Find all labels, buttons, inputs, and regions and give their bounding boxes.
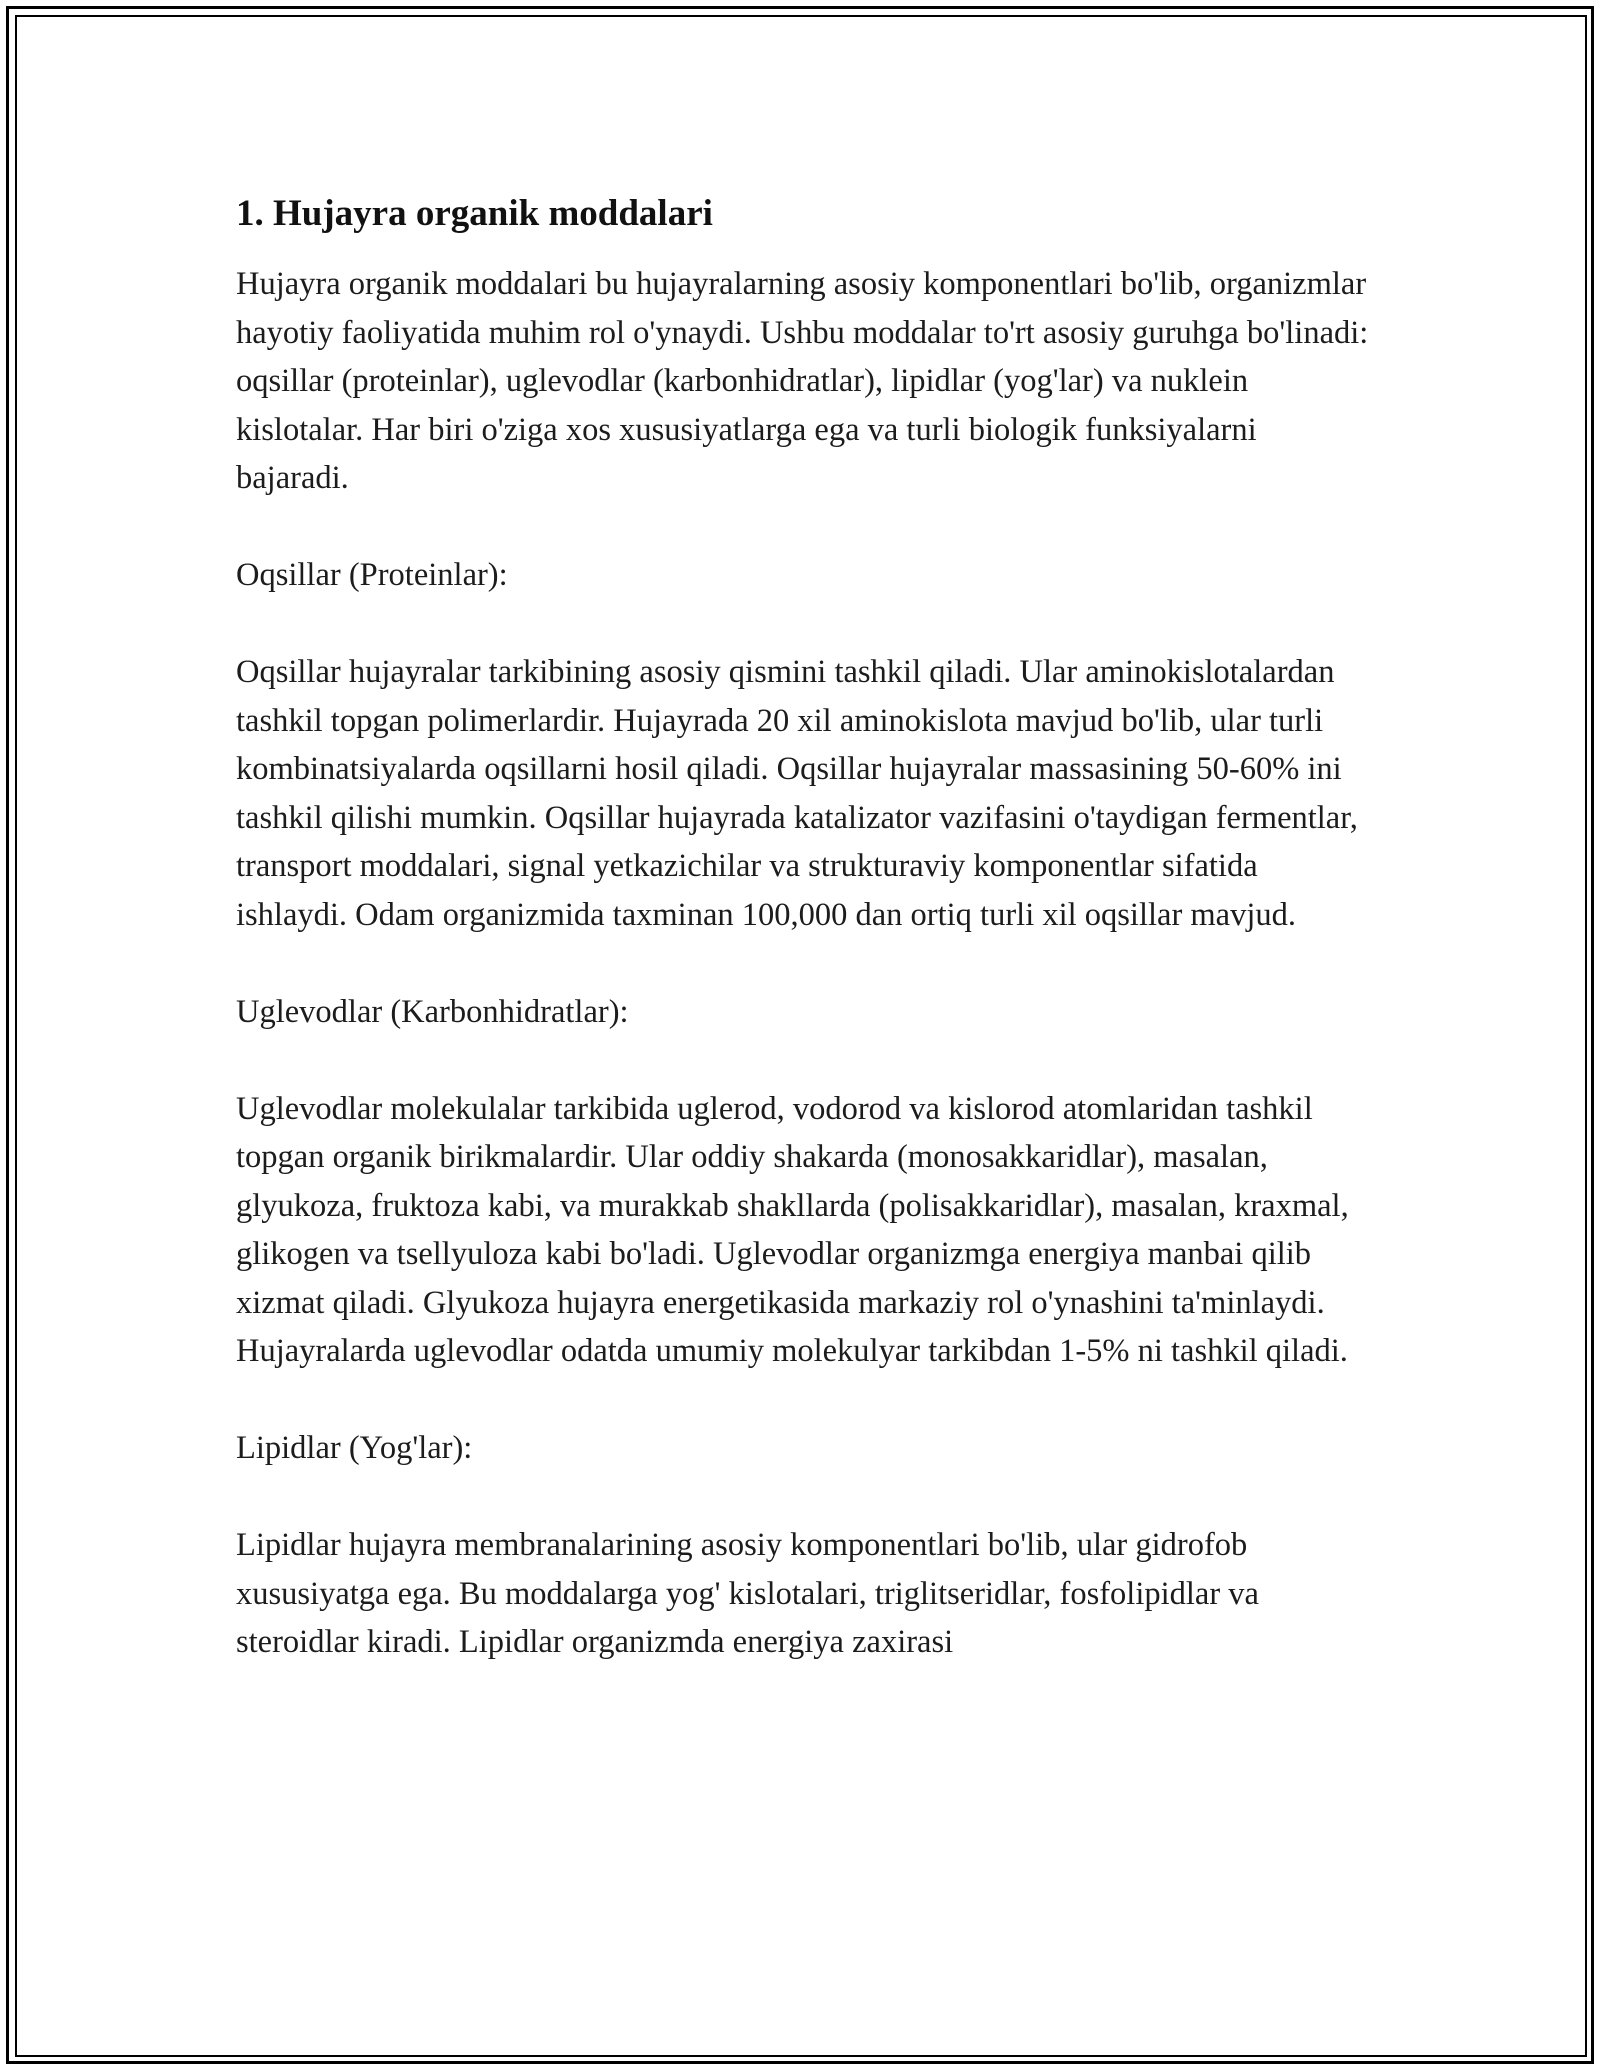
subheading-proteins: Oqsillar (Proteinlar): xyxy=(236,557,508,593)
document-body xyxy=(236,190,1376,1715)
subheading-carbohydrates: Uglevodlar (Karbonhidratlar): xyxy=(236,993,629,1030)
subheading-lipids: Lipidlar (Yog'lar): xyxy=(236,1430,473,1466)
carbohydrates-paragraph: Uglevodlar molekulalar tarkibida uglerod, vodorod va kislorod atomlaridan tashkil topgan organik birikmalardir. Ular oddiy shakarda (monosakkaridlar), masalan, glyukoza, fruktoza kabi, va murakkab shakllarda (polisakkaridlar), masalan, kraxmal, glikogen va tsellyuloza kabi bo'ladi. Uglevodlar organizmga energiya manbai qilib xizmat qiladi. Glyukoza hujayra energetikasida markaziy rol o'ynashini ta'minlaydi. Hujayralarda uglevodlar odatda umumiy molekulyar tarkibdan 1-5% ni tashkil qiladi. xyxy=(236,1090,1349,1369)
proteins-paragraph: Oqsillar hujayralar tarkibining asosiy qismini tashkil qiladi. Ular aminokislotalardan tashkil topgan polimerlardir. Hujayrada 20 xil aminokislota mavjud bo'lib, ular turli kombinatsiyalarda oqsillarni hosil qiladi. Oqsillar hujayralar massasining 50-60% ini tashkil qilishi mumkin. Oqsillar hujayrada katalizator vazifasini o'taydigan fermentlar, transport moddalari, signal yetkazichilar va strukturaviy komponentlar sifatida ishlaydi. Odam organizmida taxminan 100,000 dan ortiq turli xil oqsillar mavjud. xyxy=(236,654,1358,933)
section-heading: 1. Hujayra organik moddalari xyxy=(236,193,713,234)
lipids-paragraph: Lipidlar hujayra membranalarining asosiy komponentlari bo'lib, ular gidrofob xususiyatga ega. Bu moddalarga yog' kislotalari, triglitseridlar, fosfolipidlar va steroidlar kiradi. Lipidlar organizmda energiya zaxirasi xyxy=(236,1527,1259,1660)
intro-paragraph: Hujayra organik moddalari bu hujayralarning asosiy komponentlari bo'lib, organizmlar hayotiy faoliyatida muhim rol o'ynaydi. Ushbu moddalar to'rt asosiy guruhga bo'linadi: oqsillar (proteinlar), uglevodlar (karbonhidratlar), lipidlar (yog'lar) va nuklein kislotalar. Har biri o'ziga xos xususiyatlarga ega va turli biologik funksiyalarni bajaradi. xyxy=(236,266,1369,496)
